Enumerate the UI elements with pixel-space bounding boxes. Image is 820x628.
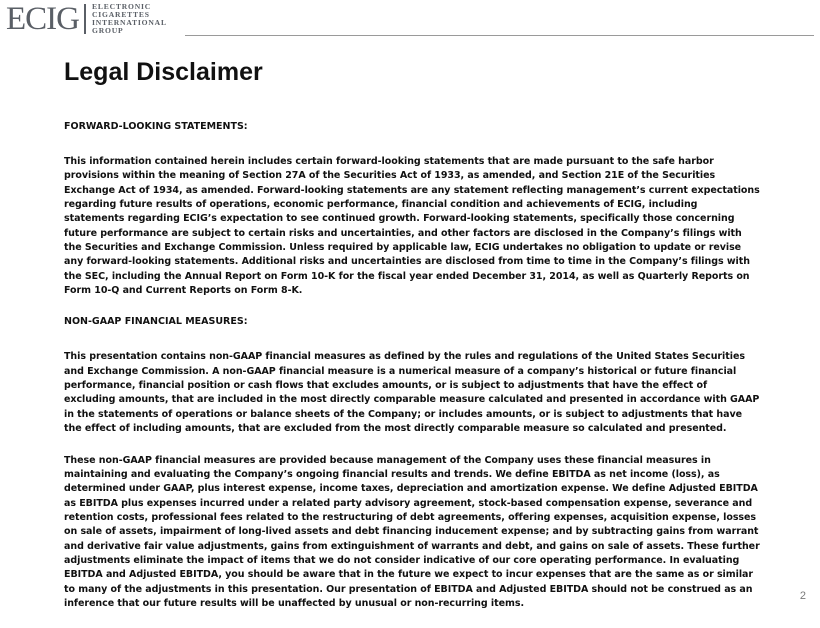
- paragraph: This presentation contains non-GAAP financial measures as defined by the rules and regulations of the United States Securities and Exchange Commission. A non-GAAP financial measure is a numerical measure of a company’s historical or future financial performance, financial position or cash flows that excludes amounts, or is subject to adjustments that have the effect of excluding amounts, that are included in the most directly comparable measure calculated and presented in accordance with GAAP in the statements of operations or balance sheets of the Company; or includes amounts, or is subject to adjustments that have the effect of including amounts, that are excluded from the most directly comparable measure so calculated and presented.: [64, 351, 760, 435]
- page-number: 2: [799, 590, 806, 602]
- logo-line: CIGARETTES: [92, 10, 150, 19]
- page-title: Legal Disclaimer: [64, 58, 263, 86]
- logo-divider: [84, 4, 86, 34]
- paragraph: These non-GAAP financial measures are provided because management of the Company uses these financial measures in maintaining and evaluating the Company’s ongoing financial results and trends. We define EBITDA as net income (loss), as determined under GAAP, plus interest expense, income taxes, depreciation and amortization expense. We define Adjusted EBITDA as EBITDA plus expenses incurred under a related party advisory agreement, stock-based compensation expense, severance and retention costs, professional fees related to the restructuring of debt agreements, offering expenses, acquisition expense, losses on sale of assets, impairment of long-lived assets and debt financing inducement expense; and by subtracting gains from warrant and derivative fair value adjustments, gains from extinguishment of warrants and debt, and gains on sale of assets. These further adjustments eliminate the impact of items that we do not consider indicative of our core operating performance. In evaluating EBITDA and Adjusted EBITDA, you should be aware that in the future we expect to incur expenses that are the same as or similar to many of the adjustments in this presentation. Our presentation of EBITDA and Adjusted EBITDA should not be construed as an inference that our future results will be unaffected by unusual or non-recurring items.: [64, 454, 760, 609]
- logo-line: INTERNATIONAL: [92, 18, 167, 27]
- company-logo: [6, 2, 167, 36]
- logo-mark: ECIG: [6, 1, 79, 37]
- logo-line: ELECTRONIC: [92, 2, 152, 11]
- section-non-gaap: [64, 315, 760, 611]
- section-heading: FORWARD-LOOKING STATEMENTS:: [64, 121, 248, 132]
- disclaimer-body: [64, 120, 760, 628]
- section-forward-looking: [64, 120, 760, 298]
- logo-wordmark: [92, 3, 167, 35]
- logo-line: GROUP: [92, 26, 124, 35]
- section-heading: NON-GAAP FINANCIAL MEASURES:: [64, 316, 248, 328]
- paragraph: This information contained herein includes certain forward-looking statements that are made pursuant to the safe harbor provisions within the meaning of Section 27A of the Securities Act of 1933, as amended, and Section 21E of the Securities Exchange Act of 1934, as amended. Forward-looking statements are any statement reflecting management’s current expectations regarding future results of operations, economic performance, financial condition and achievements of ECIG, including statements regarding ECIG’s expectation to see continued growth. Forward-looking statements, specifically those concerning future performance are subject to certain risks and uncertainties, and other factors are disclosed in the Company’s filings with the Securities and Exchange Commission. Unless required by applicable law, ECIG undertakes no obligation to update or revise any forward-looking statements. Additional risks and uncertainties are disclosed from time to time in the Company’s filings with the SEC, including the Annual Report on Form 10-K for the fiscal year ended December 31, 2014, as well as Quarterly Reports on Form 10-Q and Current Reports on Form 8-K.: [64, 156, 760, 297]
- header-rule: [185, 35, 814, 36]
